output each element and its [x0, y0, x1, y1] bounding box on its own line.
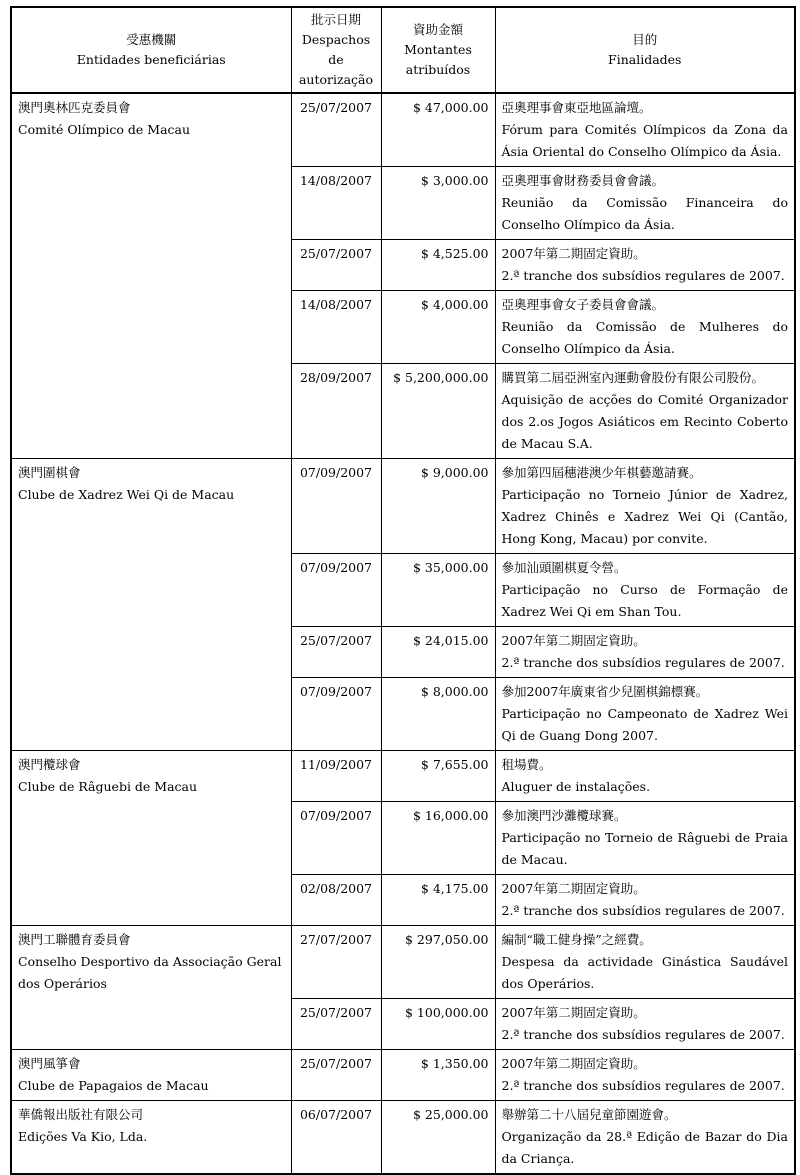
- purpose-pt: Organização da 28.ª Edição de Bazar do Dia da Criança.: [501, 1129, 788, 1166]
- entity-name-zh: 澳門圍棋會: [18, 465, 81, 480]
- header-purpose: [495, 7, 795, 93]
- date-cell: 27/07/2007: [291, 926, 381, 999]
- table-body: [11, 93, 795, 1174]
- date-cell: 14/08/2007: [291, 291, 381, 364]
- purpose-zh: 參加2007年廣東省少兒圍棋錦標賽。: [501, 684, 709, 699]
- header-amount-zh: 資助金額: [412, 22, 463, 37]
- date-cell: 25/07/2007: [291, 240, 381, 291]
- table-row: [11, 751, 795, 802]
- date-cell: 25/07/2007: [291, 1050, 381, 1101]
- date-cell: 07/09/2007: [291, 802, 381, 875]
- table-header: [11, 7, 795, 93]
- table-row: [11, 1050, 795, 1101]
- purpose-pt: Participação no Campeonato de Xadrez Wei Qi de Guang Dong 2007.: [501, 706, 788, 743]
- date-cell: 07/09/2007: [291, 678, 381, 751]
- table-row: [11, 459, 795, 554]
- header-date-pt: Despachos de autorização: [298, 32, 374, 87]
- amount-cell: $ 24,015.00: [381, 627, 495, 678]
- purpose-zh: 租場費。: [501, 757, 552, 772]
- amount-cell: $ 5,200,000.00: [381, 364, 495, 459]
- purpose-pt: Despesa da actividade Ginástica Saudável dos Operários.: [501, 954, 788, 991]
- header-entity-zh: 受惠機關: [126, 32, 177, 47]
- purpose-pt: Fórum para Comités Olímpicos da Zona da Ásia Oriental do Conselho Olímpico da Ásia.: [501, 122, 788, 159]
- header-date-zh: 批示日期: [310, 12, 361, 27]
- purpose-cell: [495, 1050, 795, 1101]
- entity-name-pt: Clube de Râguebi de Macau: [18, 779, 198, 794]
- date-cell: 07/09/2007: [291, 459, 381, 554]
- amount-cell: $ 3,000.00: [381, 167, 495, 240]
- purpose-zh: 2007年第二期固定資助。: [501, 1056, 646, 1071]
- date-cell: 14/08/2007: [291, 167, 381, 240]
- entity-cell: [11, 926, 291, 1050]
- purpose-cell: [495, 999, 795, 1050]
- purpose-zh: 參加第四屆穗港澳少年棋藝邀請賽。: [501, 465, 702, 480]
- purpose-cell: [495, 240, 795, 291]
- purpose-zh: 購買第二屆亞洲室內運動會股份有限公司股份。: [501, 370, 765, 385]
- purpose-pt: 2.ª tranche dos subsídios regulares de 2007.: [501, 268, 785, 283]
- amount-cell: $ 9,000.00: [381, 459, 495, 554]
- date-cell: 11/09/2007: [291, 751, 381, 802]
- purpose-pt: Participação no Torneio de Râguebi de Praia de Macau.: [501, 830, 788, 867]
- amount-cell: $ 16,000.00: [381, 802, 495, 875]
- purpose-cell: [495, 678, 795, 751]
- amount-cell: $ 8,000.00: [381, 678, 495, 751]
- purpose-zh: 亞奧理事會財務委員會會議。: [501, 173, 665, 188]
- purpose-pt: Aquisição de acções do Comité Organizador dos 2.os Jogos Asiáticos em Recinto Coberto de Macau S.A.: [501, 392, 788, 451]
- purpose-pt: Reunião da Comissão de Mulheres do Conselho Olímpico da Ásia.: [501, 319, 788, 356]
- purpose-zh: 2007年第二期固定資助。: [501, 633, 646, 648]
- purpose-cell: [495, 802, 795, 875]
- purpose-cell: [495, 93, 795, 167]
- purpose-zh: 參加汕頭圍棋夏令營。: [501, 560, 627, 575]
- amount-cell: $ 47,000.00: [381, 93, 495, 167]
- header-entity-pt: Entidades beneficiárias: [76, 52, 226, 67]
- subsidies-table: [10, 6, 796, 1175]
- purpose-zh: 2007年第二期固定資助。: [501, 1005, 646, 1020]
- header-purpose-zh: 目的: [632, 32, 658, 47]
- purpose-pt: 2.ª tranche dos subsídios regulares de 2007.: [501, 1027, 785, 1042]
- date-cell: 25/07/2007: [291, 93, 381, 167]
- date-cell: 02/08/2007: [291, 875, 381, 926]
- entity-cell: [11, 1101, 291, 1175]
- amount-cell: $ 4,175.00: [381, 875, 495, 926]
- purpose-pt: 2.ª tranche dos subsídios regulares de 2007.: [501, 655, 785, 670]
- amount-cell: $ 1,350.00: [381, 1050, 495, 1101]
- header-amount: [381, 7, 495, 93]
- purpose-zh: 2007年第二期固定資助。: [501, 881, 646, 896]
- purpose-cell: [495, 1101, 795, 1175]
- entity-name-pt: Comité Olímpico de Macau: [18, 122, 191, 137]
- purpose-zh: 編制“職工健身操”之經費。: [501, 932, 652, 947]
- entity-name-zh: 華僑報出版社有限公司: [18, 1107, 144, 1122]
- date-cell: 28/09/2007: [291, 364, 381, 459]
- table-row: [11, 1101, 795, 1175]
- purpose-zh: 亞奧理事會東亞地區論壇。: [501, 100, 652, 115]
- entity-name-zh: 澳門欖球會: [18, 757, 81, 772]
- purpose-pt: Reunião da Comissão Financeira do Conselho Olímpico da Ásia.: [501, 195, 788, 232]
- entity-name-pt: Conselho Desportivo da Associação Geral dos Operários: [18, 954, 282, 991]
- table-row: [11, 93, 795, 167]
- table-row: [11, 926, 795, 999]
- purpose-zh: 舉辦第二十八屆兒童節園遊會。: [501, 1107, 677, 1122]
- entity-name-zh: 澳門風箏會: [18, 1056, 81, 1071]
- purpose-pt: 2.ª tranche dos subsídios regulares de 2007.: [501, 1078, 785, 1093]
- purpose-cell: [495, 554, 795, 627]
- date-cell: 25/07/2007: [291, 627, 381, 678]
- purpose-cell: [495, 459, 795, 554]
- purpose-cell: [495, 291, 795, 364]
- purpose-zh: 參加澳門沙灘欖球賽。: [501, 808, 627, 823]
- amount-cell: $ 4,525.00: [381, 240, 495, 291]
- entity-cell: [11, 93, 291, 459]
- date-cell: 07/09/2007: [291, 554, 381, 627]
- purpose-pt: 2.ª tranche dos subsídios regulares de 2007.: [501, 903, 785, 918]
- purpose-zh: 亞奧理事會女子委員會會議。: [501, 297, 665, 312]
- purpose-cell: [495, 364, 795, 459]
- amount-cell: $ 7,655.00: [381, 751, 495, 802]
- purpose-pt: Participação no Curso de Formação de Xadrez Wei Qi em Shan Tou.: [501, 582, 788, 619]
- header-entity: [11, 7, 291, 93]
- purpose-cell: [495, 167, 795, 240]
- entity-name-zh: 澳門奧林匹克委員會: [18, 100, 131, 115]
- date-cell: 25/07/2007: [291, 999, 381, 1050]
- entity-name-pt: Clube de Xadrez Wei Qi de Macau: [18, 487, 235, 502]
- entity-name-zh: 澳門工聯體育委員會: [18, 932, 131, 947]
- purpose-zh: 2007年第二期固定資助。: [501, 246, 646, 261]
- amount-cell: $ 4,000.00: [381, 291, 495, 364]
- amount-cell: $ 35,000.00: [381, 554, 495, 627]
- entity-cell: [11, 1050, 291, 1101]
- amount-cell: $ 297,050.00: [381, 926, 495, 999]
- header-purpose-pt: Finalidades: [608, 52, 682, 67]
- amount-cell: $ 100,000.00: [381, 999, 495, 1050]
- entity-name-pt: Edições Va Kio, Lda.: [18, 1129, 148, 1144]
- purpose-cell: [495, 875, 795, 926]
- amount-cell: $ 25,000.00: [381, 1101, 495, 1175]
- entity-cell: [11, 459, 291, 751]
- purpose-pt: Participação no Torneio Júnior de Xadrez, Xadrez Chinês e Xadrez Wei Qi (Cantão, Hong Kong, Macau) por convite.: [501, 487, 788, 546]
- entity-cell: [11, 751, 291, 926]
- purpose-cell: [495, 627, 795, 678]
- purpose-pt: Aluguer de instalações.: [501, 779, 651, 794]
- entity-name-pt: Clube de Papagaios de Macau: [18, 1078, 209, 1093]
- purpose-cell: [495, 751, 795, 802]
- header-amount-pt: Montantes atribuídos: [404, 42, 472, 77]
- purpose-cell: [495, 926, 795, 999]
- header-date: [291, 7, 381, 93]
- date-cell: 06/07/2007: [291, 1101, 381, 1175]
